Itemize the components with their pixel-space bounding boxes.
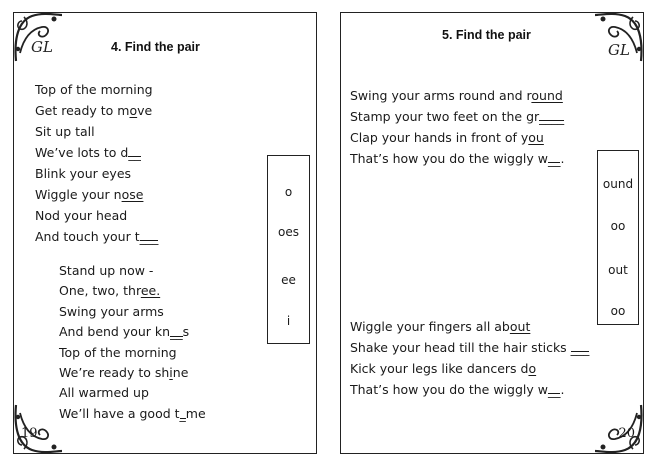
line-text: Clap your hands in front of y xyxy=(350,130,529,145)
answer-option[interactable]: oo xyxy=(610,219,626,233)
verse-line xyxy=(350,379,589,400)
line-text: ne xyxy=(172,364,189,380)
line-text: Top of the morning xyxy=(35,82,153,97)
verse-line xyxy=(35,205,158,226)
answer-option[interactable]: out xyxy=(608,263,628,277)
answer-option[interactable]: ee xyxy=(281,273,296,287)
answer-option[interactable]: ound xyxy=(602,177,634,191)
page-number: 19 xyxy=(21,426,38,441)
verse-line xyxy=(35,121,158,142)
monogram-logo: GL xyxy=(608,41,630,59)
verse xyxy=(35,79,158,247)
verse-line xyxy=(59,261,206,281)
line-text: Get ready to m xyxy=(35,103,130,118)
line-text: We’ll have a good t xyxy=(59,405,180,421)
verse-line xyxy=(59,404,206,424)
line-text: me xyxy=(185,405,206,421)
verse-line xyxy=(350,358,589,379)
line-text: That’s how you do the wiggly w xyxy=(350,382,548,397)
verse-line xyxy=(59,322,206,342)
underlined-letters: ose xyxy=(121,187,144,202)
verse-line xyxy=(35,184,158,205)
answer-option[interactable]: oes xyxy=(278,225,299,239)
verse xyxy=(350,316,589,400)
exercise-title: 5. Find the pair xyxy=(442,28,531,42)
verse-line xyxy=(350,148,564,169)
answer-option[interactable]: i xyxy=(286,314,291,328)
underlined-letters: ee. xyxy=(140,283,161,299)
line-text: One, two, thr xyxy=(59,283,141,299)
line-text: And bend your kn xyxy=(59,324,171,340)
line-text: Blink your eyes xyxy=(35,166,132,181)
answer-blank[interactable]: __ xyxy=(170,325,183,341)
line-text: Stamp your two feet on the gr xyxy=(350,109,540,124)
underlined-letters: ound xyxy=(531,88,563,103)
underlined-letters: o xyxy=(528,361,537,376)
line-text: Top of the morning xyxy=(59,344,177,360)
answer-blank[interactable]: __ xyxy=(128,143,141,157)
underlined-letters: o xyxy=(129,103,138,118)
line-text: . xyxy=(560,151,565,166)
verse-line xyxy=(350,316,589,337)
verse-line xyxy=(35,163,158,184)
answer-options-box xyxy=(267,155,310,344)
line-text: s xyxy=(182,324,190,340)
line-text: Shake your head till the hair sticks xyxy=(350,340,571,355)
answer-blank[interactable]: __ xyxy=(548,149,561,163)
verse-line xyxy=(35,142,158,163)
line-text: All warmed up xyxy=(59,385,149,401)
answer-blank[interactable]: _ xyxy=(179,406,186,422)
line-text: Swing your arms xyxy=(59,303,164,319)
monogram-logo: GL xyxy=(31,38,53,56)
line-text: Sit up tall xyxy=(35,124,95,139)
line-text: We’re ready to sh xyxy=(59,364,170,380)
line-text: Nod your head xyxy=(35,208,128,223)
line-text: Wiggle your n xyxy=(35,187,122,202)
verse xyxy=(59,261,206,424)
verse-line xyxy=(59,281,206,301)
answer-option[interactable]: o xyxy=(284,185,293,199)
verse-line xyxy=(35,226,158,247)
answer-blank[interactable]: ____ xyxy=(539,107,564,121)
underlined-letters: ou xyxy=(528,130,544,145)
answer-options-box xyxy=(597,150,639,325)
verse-line xyxy=(59,363,206,383)
verse-line xyxy=(350,106,564,127)
line-text: Stand up now - xyxy=(59,263,154,278)
line-text: Wiggle your fingers all ab xyxy=(350,319,510,334)
underlined-letters: out xyxy=(509,319,531,334)
line-text: Kick your legs like dancers d xyxy=(350,361,529,376)
verse-line xyxy=(59,343,206,363)
verse-line xyxy=(350,337,589,358)
line-text: Swing your arms round and r xyxy=(350,88,532,103)
page-number: 20 xyxy=(618,426,635,441)
exercise-title: 4. Find the pair xyxy=(111,40,200,54)
left-page xyxy=(13,12,317,454)
line-text: And touch your t xyxy=(35,229,140,244)
line-text: . xyxy=(560,382,565,397)
verse-line xyxy=(35,79,158,100)
verse-line xyxy=(350,85,564,106)
verse xyxy=(350,85,564,169)
answer-blank[interactable]: __ xyxy=(548,380,561,394)
verse-line xyxy=(350,127,564,148)
answer-blank[interactable]: ___ xyxy=(571,338,590,352)
verse-line xyxy=(59,383,206,403)
verse-line xyxy=(35,100,158,121)
answer-blank[interactable]: ___ xyxy=(140,227,159,241)
verse-line xyxy=(59,302,206,322)
right-page xyxy=(340,12,644,454)
line-text: That’s how you do the wiggly w xyxy=(350,151,548,166)
underlined-letters: i xyxy=(169,364,173,380)
line-text: ve xyxy=(137,103,153,118)
line-text: We’ve lots to d xyxy=(35,145,129,160)
answer-option[interactable]: oo xyxy=(610,304,626,318)
